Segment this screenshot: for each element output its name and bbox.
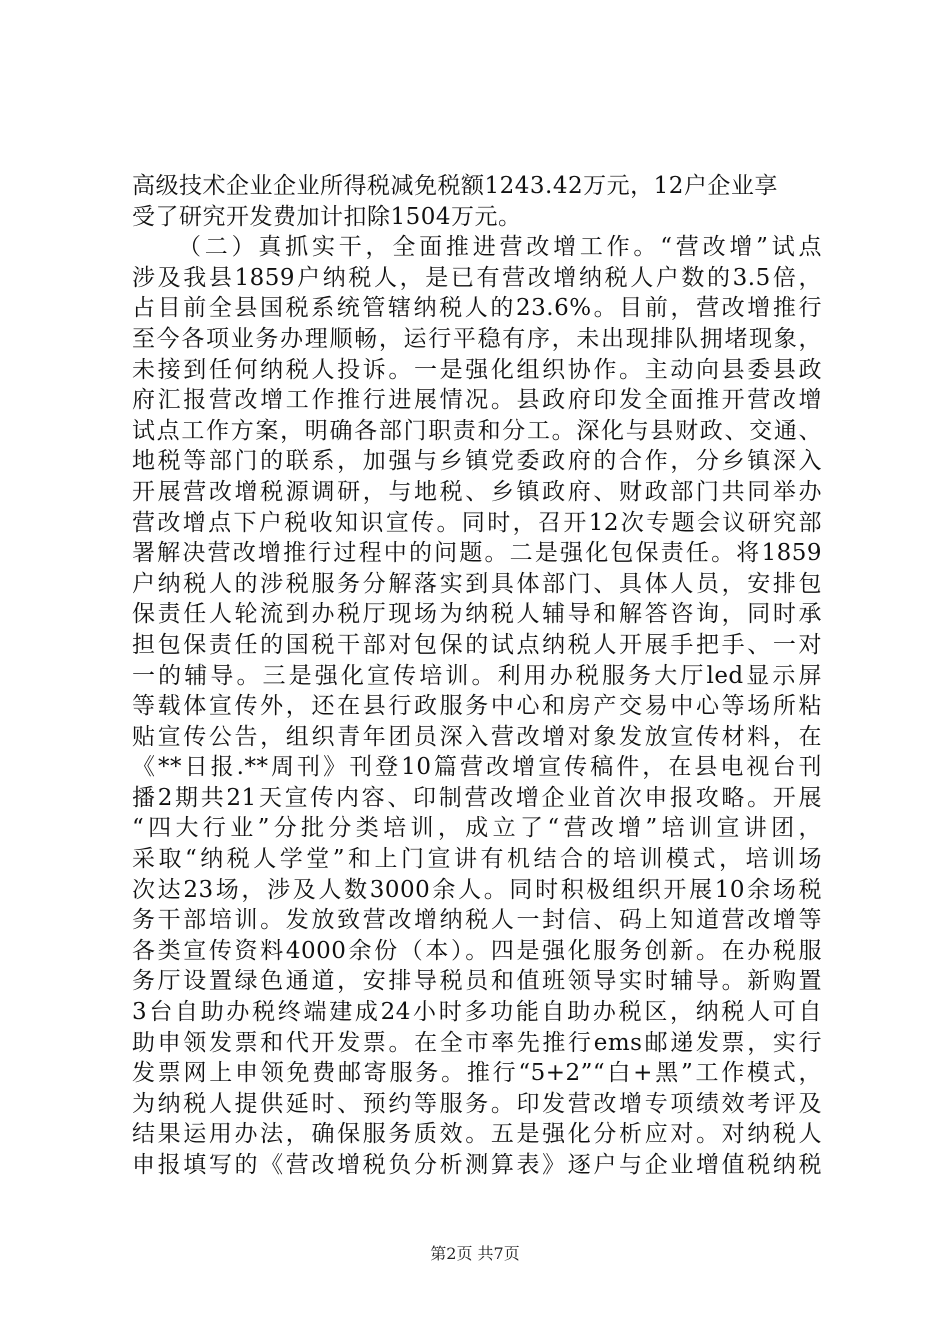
text-line: 地税等部门的联系，加强与乡镇党委政府的合作，分乡镇深入 xyxy=(132,448,822,475)
text-line: “四大行业”分批分类培训，成立了“营改增”培训宣讲团， xyxy=(132,815,822,842)
text-line: 3台自助办税终端建成24小时多功能自助办税区，纳税人可自 xyxy=(132,999,822,1026)
text-line: 至今各项业务办理顺畅，运行平稳有序，未出现排队拥堵现象， xyxy=(132,325,822,352)
text-line: 府汇报营改增工作推行进展情况。县政府印发全面推开营改增 xyxy=(132,387,822,414)
text-line: 受了研究开发费加计扣除1504万元。 xyxy=(132,203,522,230)
text-line: 未接到任何纳税人投诉。一是强化组织协作。主动向县委县政 xyxy=(132,356,822,383)
text-line: 申报填写的《营改增税负分析测算表》逐户与企业增值税纳税 xyxy=(132,1152,822,1178)
text-line: 发票网上申领免费邮寄服务。推行“5+2”“白+黑”工作模式， xyxy=(132,1060,822,1087)
text-line: 试点工作方案，明确各部门职责和分工。深化与县财政、交通、 xyxy=(132,417,822,444)
text-line: 为纳税人提供延时、预约等服务。印发营改增专项绩效考评及 xyxy=(132,1090,822,1117)
text-line: 营改增点下户税收知识宣传。同时，召开12次专题会议研究部 xyxy=(132,509,822,536)
text-line: 等载体宣传外，还在县行政服务中心和房产交易中心等场所粘 xyxy=(132,693,822,720)
text-line: 户纳税人的涉税服务分解落实到具体部门、具体人员，安排包 xyxy=(132,570,822,597)
text-line: 一的辅导。三是强化宣传培训。利用办税服务大厅led显示屏 xyxy=(132,662,822,689)
text-line: 助申领发票和代开发票。在全市率先推行ems邮递发票，实行 xyxy=(132,1029,822,1056)
text-line: 《**日报.**周刊》刊登10篇营改增宣传稿件，在县电视台刊 xyxy=(132,754,822,781)
text-line: 署解决营改增推行过程中的问题。二是强化包保责任。将1859 xyxy=(132,540,822,567)
text-line: 次达23场，涉及人数3000余人。同时积极组织开展10余场税 xyxy=(132,876,822,903)
text-line: 贴宣传公告，组织青年团员深入营改增对象发放宣传材料，在 xyxy=(132,723,822,750)
document-body xyxy=(132,171,822,1181)
text-line: 保责任人轮流到办税厅现场为纳税人辅导和解答咨询，同时承 xyxy=(132,601,822,628)
text-line: 采取“纳税人学堂”和上门宣讲有机结合的培训模式，培训场 xyxy=(132,846,822,873)
text-line: 涉及我县1859户纳税人，是已有营改增纳税人户数的3.5倍， xyxy=(132,264,822,291)
text-line: 播2期共21天宣传内容、印制营改增企业首次申报攻略。开展 xyxy=(132,784,822,811)
text-line: 高级技术企业企业所得税减免税额1243.42万元，12户企业享 xyxy=(132,173,778,199)
text-line: 开展营改增税源调研，与地税、乡镇政府、财政部门共同举办 xyxy=(132,478,822,505)
text-line: （二）真抓实干，全面推进营改增工作。“营改增”试点 xyxy=(178,234,822,261)
text-line: 占目前全县国税系统管辖纳税人的23.6%。目前，营改增推行 xyxy=(132,295,822,322)
text-line: 务厅设置绿色通道，安排导税员和值班领导实时辅导。新购置 xyxy=(132,968,822,995)
page-number-footer: 第2页 共7页 xyxy=(430,1244,520,1263)
text-line: 各类宣传资料4000余份（本）。四是强化服务创新。在办税服 xyxy=(132,937,822,964)
text-line: 务干部培训。发放致营改增纳税人一封信、码上知道营改增等 xyxy=(132,907,822,934)
text-line: 结果运用办法，确保服务质效。五是强化分析应对。对纳税人 xyxy=(132,1121,822,1148)
text-line: 担包保责任的国税干部对包保的试点纳税人开展手把手、一对 xyxy=(132,631,822,658)
